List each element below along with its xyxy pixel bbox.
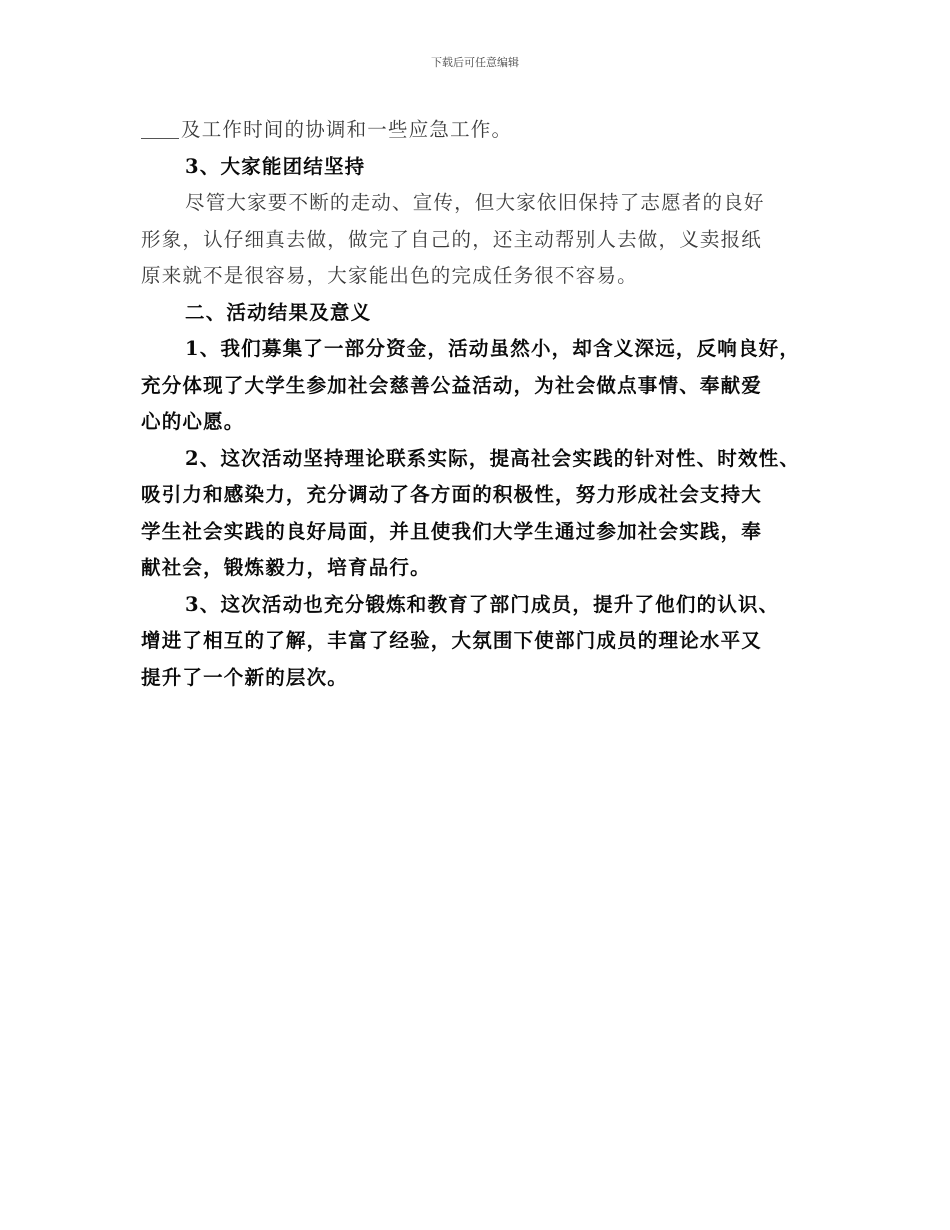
- body-line: 1、我们募集了一部分资金，活动虽然小，却含义深远，反响良好，: [185, 337, 801, 360]
- body-line: 尽管大家要不断的走动、宣传，但大家依旧保持了志愿者的良好: [185, 191, 765, 214]
- body-line: 吸引力和感染力，充分调动了各方面的积极性，努力形成社会支持大: [141, 483, 763, 506]
- section-heading: 二、活动结果及意义: [185, 300, 372, 324]
- section-heading: 3、大家能团结坚持: [185, 154, 366, 178]
- body-line: 献社会，锻炼毅力，培育品行。: [141, 556, 431, 579]
- body-line: 3、这次活动也充分锻炼和教育了部门成员，提升了他们的认识、: [185, 592, 780, 616]
- body-line: 提升了一个新的层次。: [141, 665, 349, 689]
- body-line: 充分体现了大学生参加社会慈善公益活动，为社会做点事情、奉献爱: [141, 373, 763, 397]
- body-line: 2、这次活动坚持理论联系实际，提高社会实践的针对性、时效性、: [185, 446, 801, 470]
- body-line: 原来就不是很容易，大家能出色的完成任务很不容易。: [141, 264, 638, 287]
- page-header-note: 下载后可任意编辑: [431, 56, 519, 69]
- line-text: 及工作时间的协调和一些应急工作。: [181, 118, 513, 141]
- document-body: [141, 112, 816, 696]
- body-line: 心的心愿。: [141, 410, 245, 433]
- fill-blank-underline: [141, 138, 179, 139]
- body-line: [141, 112, 816, 149]
- body-line: 学生社会实践的良好局面，并且使我们大学生通过参加社会实践，奉: [141, 519, 763, 543]
- body-line: 形象，认仔细真去做，做完了自己的，还主动帮别人去做，义卖报纸: [141, 227, 763, 251]
- body-line: 增进了相互的了解，丰富了经验，大氛围下使部门成员的理论水平又: [141, 629, 763, 652]
